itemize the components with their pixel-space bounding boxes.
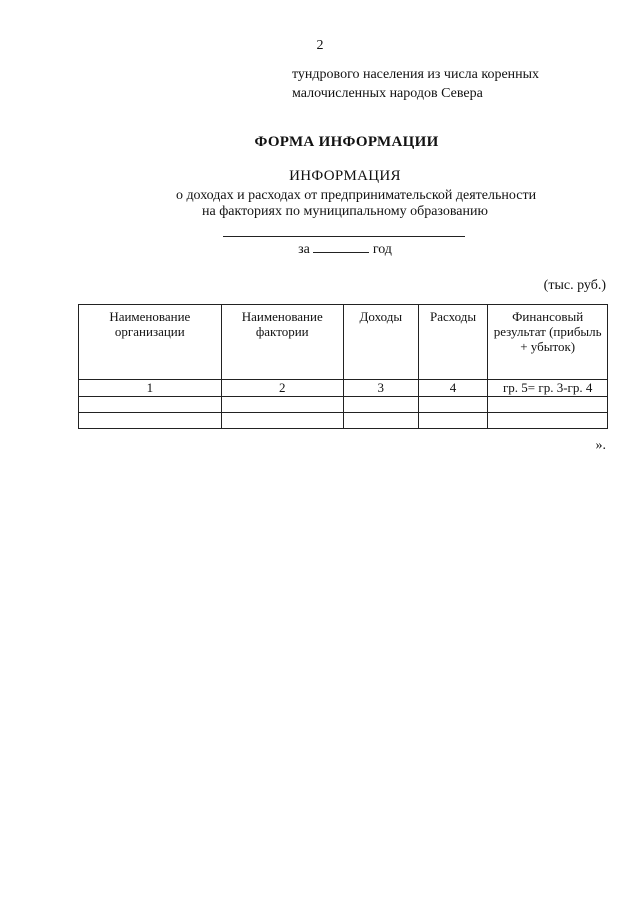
year-row: [0, 240, 640, 258]
year-suffix: год: [372, 242, 392, 257]
municipality-blank-line: [223, 236, 465, 237]
table-cell: [79, 413, 222, 429]
table-cell: [418, 397, 488, 413]
info-title: ИНФОРМАЦИЯ: [289, 168, 401, 184]
header-line-2: малочисленных народов Севера: [292, 86, 483, 101]
page-number: 2: [316, 38, 324, 53]
column-number: 4: [418, 380, 488, 397]
column-number: гр. 5= гр. 3-гр. 4: [488, 380, 608, 397]
table-cell: [488, 397, 608, 413]
table-cell: [221, 397, 343, 413]
table-cell: [79, 397, 222, 413]
column-number: 2: [221, 380, 343, 397]
info-subtitle-1: о доходах и расходах от предпринимательской деятельности: [175, 188, 537, 203]
header-income: Доходы: [343, 305, 418, 380]
year-blank-line: [313, 240, 369, 253]
table-row: [79, 413, 608, 429]
table-cell: [343, 397, 418, 413]
info-table: [78, 304, 608, 429]
closing-quote: ».: [595, 438, 606, 453]
header-factory: Наименование фактории: [221, 305, 343, 380]
header-organization: Наименование организации: [79, 305, 222, 380]
units-label: (тыс. руб.): [543, 278, 606, 293]
year-prefix: за: [298, 242, 310, 257]
table-cell: [343, 413, 418, 429]
column-number-row: [79, 380, 608, 397]
header-expenses: Расходы: [418, 305, 488, 380]
header-line-1: тундрового населения из числа коренных: [292, 67, 540, 82]
column-number: 1: [79, 380, 222, 397]
header-financial-result: Финансовый результат (прибыль + убыток): [488, 305, 608, 380]
table-cell: [418, 413, 488, 429]
info-subtitle-2: на факториях по муниципальному образованию: [202, 204, 488, 219]
column-number: 3: [343, 380, 418, 397]
table-row: [79, 397, 608, 413]
table-cell: [488, 413, 608, 429]
form-title: ФОРМА ИНФОРМАЦИИ: [254, 134, 439, 150]
table-cell: [221, 413, 343, 429]
table-header-row: [79, 305, 608, 380]
